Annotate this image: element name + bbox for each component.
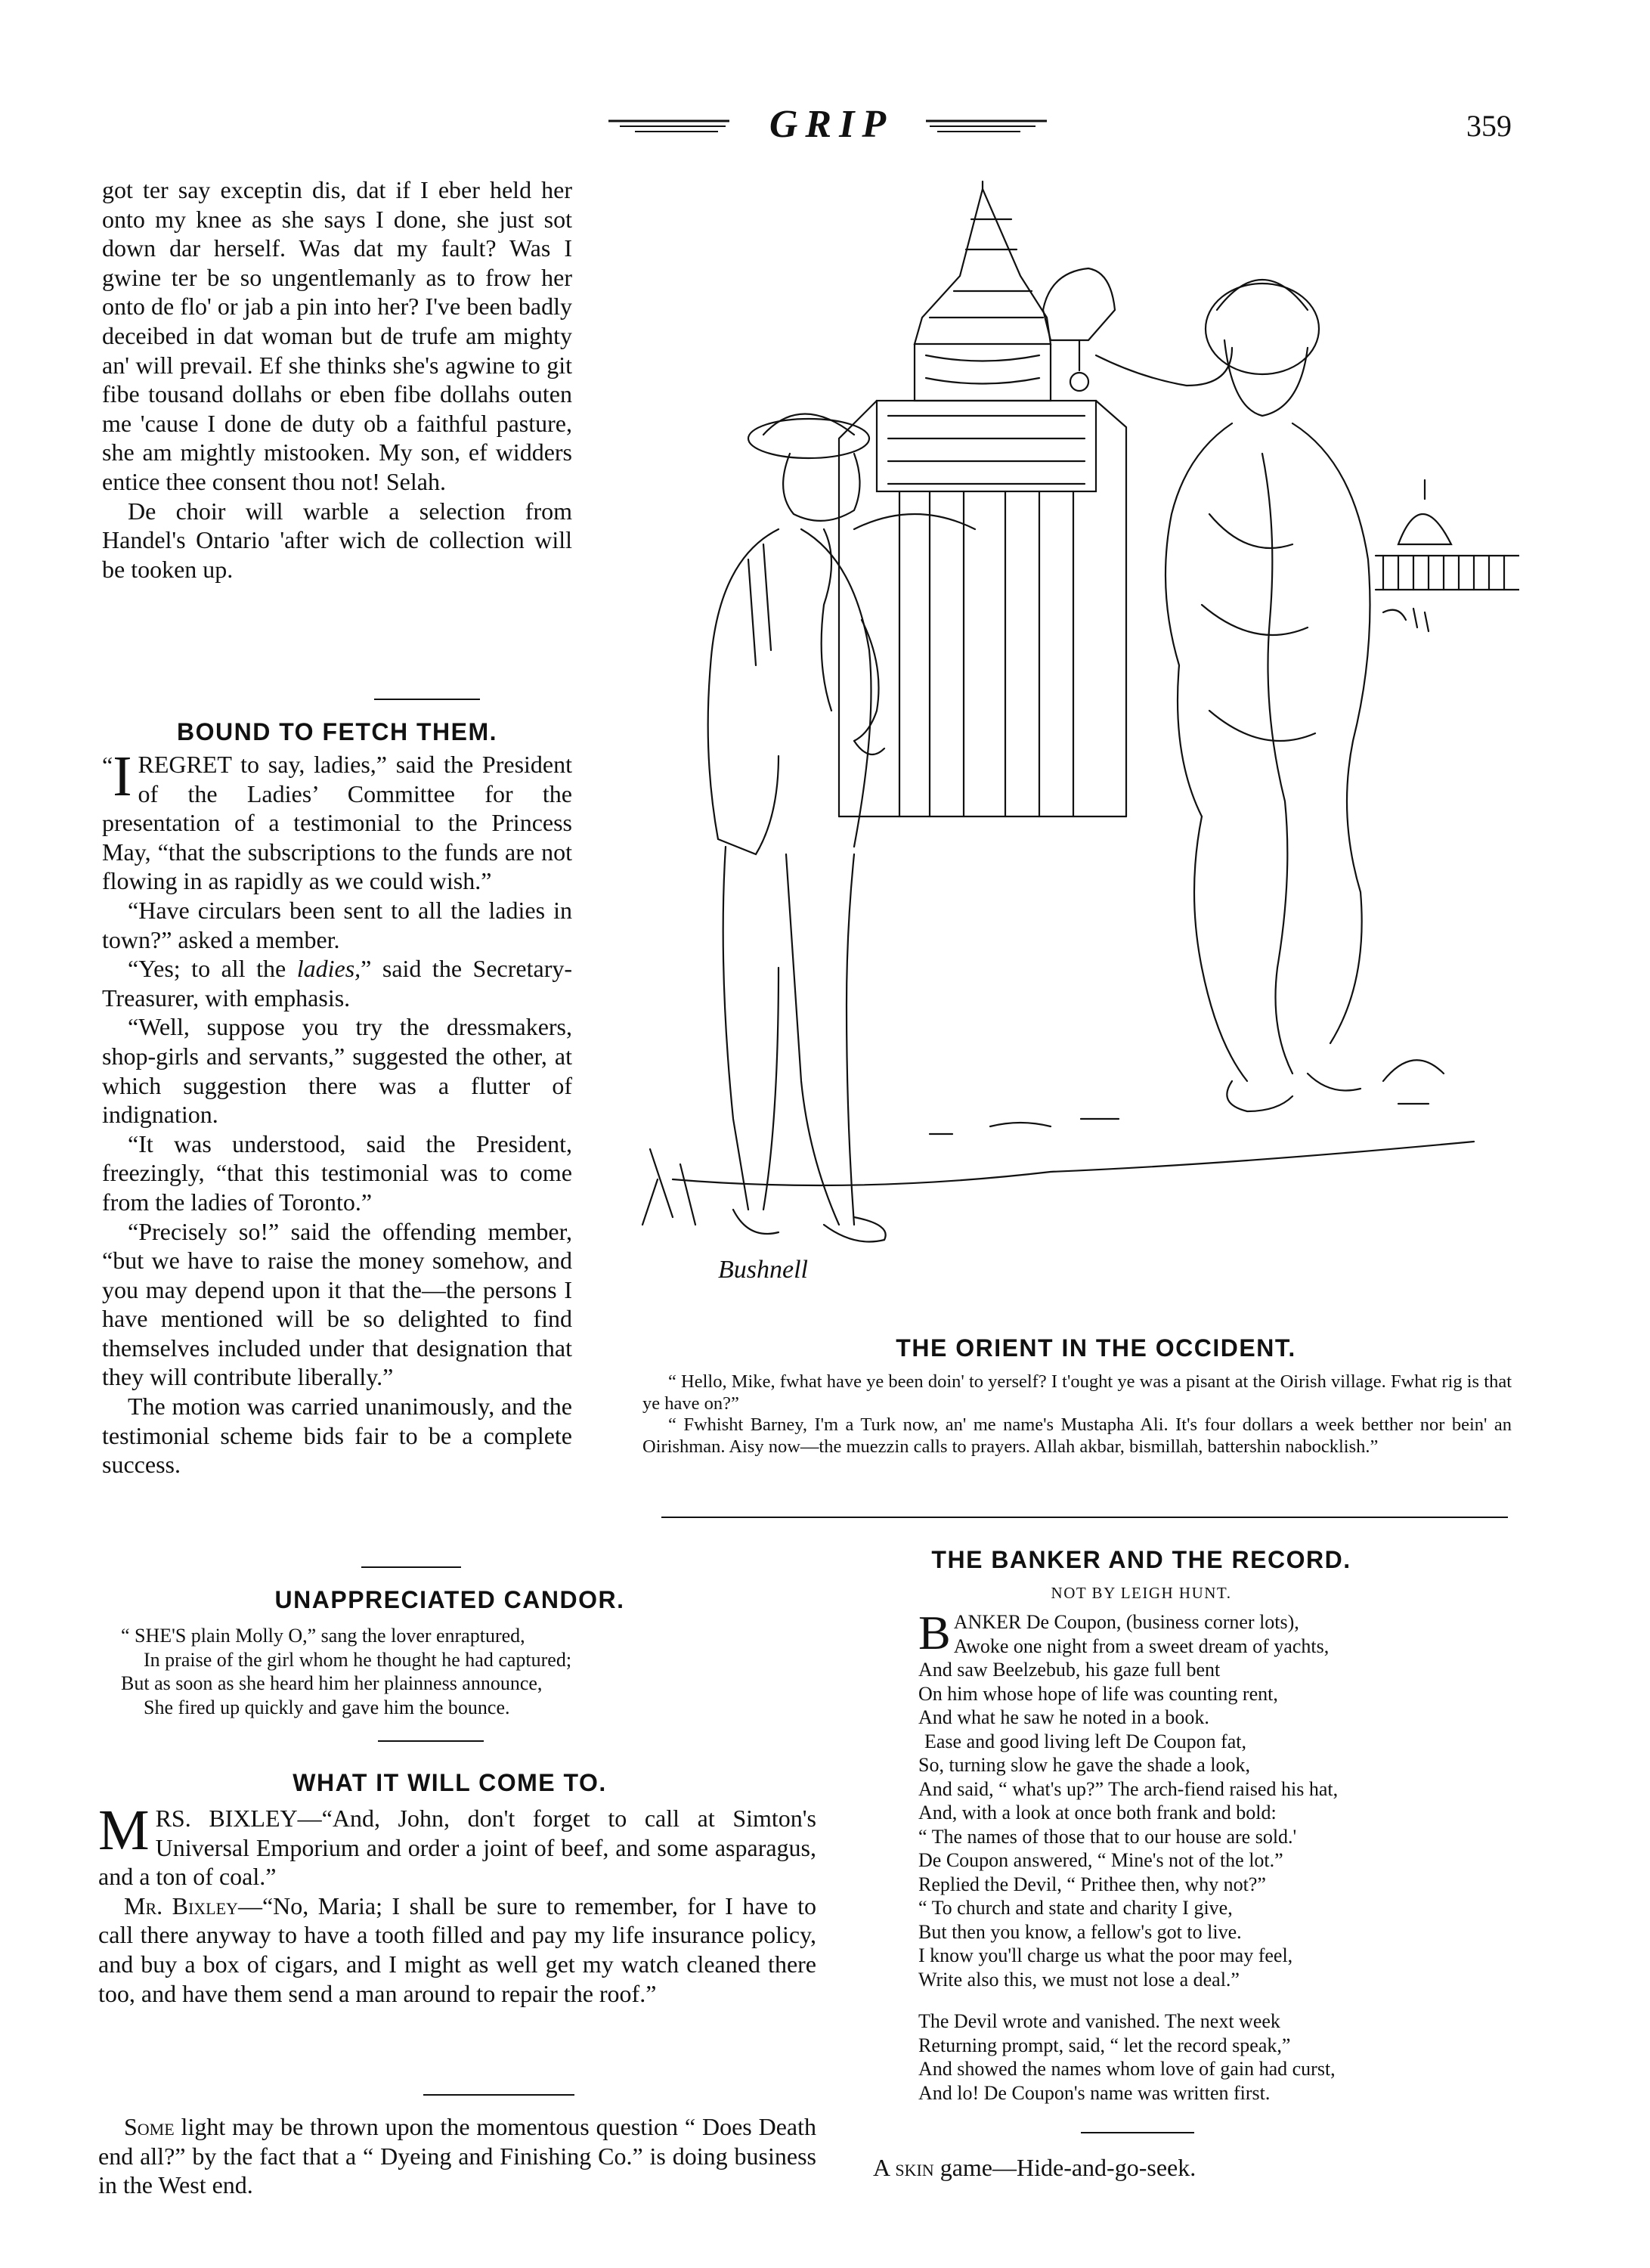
subheading-not-by-leigh-hunt: NOT BY LEIGH HUNT. [1051, 1584, 1232, 1602]
cartoon-illustration [627, 136, 1519, 1285]
divider [378, 1740, 484, 1742]
poem-line: Awoke one night from a sweet dream of yachts, [953, 1634, 1330, 1657]
divider [661, 1517, 1508, 1518]
poem-line: Replied the Devil, “ Prithee then, why not?” [918, 1873, 1266, 1895]
heading-banker-and-record: THE BANKER AND THE RECORD. [931, 1546, 1351, 1573]
paragraph: “Well, suppose you try the dressmakers, shop-girls and servants,” suggested the other, at which suggestion there was a flutter of indignation. [102, 1013, 572, 1129]
poem-line: And, with a look at once both frank and bold: [918, 1802, 1277, 1823]
choir-paragraph: De choir will warble a selection from Handel's Ontario 'after wich de collection will be tooken up. [102, 497, 572, 583]
poem-line: The Devil wrote and vanished. The next week [918, 2010, 1280, 2032]
poem-line: “ To church and state and charity I give, [918, 1897, 1233, 1919]
poem-line: But as soon as she heard him her plainness announce, [121, 1672, 543, 1694]
dropcap: I [113, 745, 132, 808]
joke-skin-game: A skin game—Hide-and-go-seek. [873, 2154, 1196, 2181]
poem-line: So, turning slow he gave the shade a look, [918, 1754, 1251, 1776]
poem-line: But then you know, a fellow's got to live. [918, 1920, 1242, 1943]
paragraph: “It was understood, said the President, freezingly, “that this testimonial was to come from the ladies of Toronto.” [102, 1129, 572, 1216]
poem-line: ANKER De Coupon, (business corner lots), [953, 1611, 1299, 1633]
divider [1081, 2132, 1194, 2133]
poem-line: Ease and good living left De Coupon fat, [924, 1730, 1247, 1752]
poem-banker-and-record [918, 1606, 1523, 2105]
poem-line: She fired up quickly and gave him the bounce. [144, 1696, 510, 1718]
paragraph: The motion was carried unanimously, and the testimonial scheme bids fair to be a complete success. [102, 1393, 572, 1479]
heading-orient-in-occident: THE ORIENT IN THE OCCIDENT. [896, 1334, 1296, 1362]
poem-line: “ The names of those that to our house are sold.' [918, 1825, 1297, 1848]
poem-line: And lo! De Coupon's name was written first. [918, 2081, 1271, 2104]
poem-line: I know you'll charge us what the poor may feel, [918, 1944, 1293, 1966]
paragraph: “Have circulars been sent to all the ladies in town?” asked a member. [102, 896, 572, 953]
masthead-ornament-right [922, 115, 1051, 138]
paragraph: “Yes; to all the ladies,” said the Secretary-Treasurer, with emphasis. [102, 955, 573, 1012]
paragraph: Mr. Bixley—“No, Maria; I shall be sure to remember, for I have to call there anyway to have a tooth filled and pay my life insurance policy, and buy a box of cigars, and I might as well get my watch cleaned there too, and have them send a man around to repair the roof.” [98, 1892, 817, 2007]
open-quote: “ [102, 751, 113, 779]
caption-paragraph: “ Hello, Mike, fwhat have ye been doin' to yerself? I t'ought ye was a pisant at the Oirish village. Fwhat rig is that ye have on?” [642, 1371, 1512, 1414]
masthead-ornament-left [605, 115, 733, 138]
heading-bound-to-fetch-them: BOUND TO FETCH THEM. [176, 718, 498, 745]
poem-line: On him whose hope of life was counting rent, [918, 1682, 1278, 1705]
divider [374, 699, 480, 700]
poem-line: And what he saw he noted in a book. [918, 1706, 1209, 1728]
dropcap: M [98, 1799, 150, 1862]
poem-line: “ SHE'S plain Molly O,” sang the lover enraptured, [121, 1625, 525, 1647]
poem-line: And saw Beelzebub, his gaze full bent [918, 1659, 1221, 1681]
poem-line: And said, “ what's up?” The arch-fiend raised his hat, [918, 1777, 1339, 1800]
poem-line: De Coupon answered, “ Mine's not of the lot.” [918, 1849, 1283, 1871]
paragraph: “Precisely so!” said the offending member, “but we have to raise the money somehow, and you may depend upon it that the—the persons I have mentioned will be so delighted to find themselves included under that designation that they will contribute liberally.” [102, 1217, 572, 1391]
paragraph-does-death-end-all: Some light may be thrown upon the momentous question “ Does Death end all?” by the fact that a “ Dyeing and Finishing Co.” is doing business in the West end. [98, 2113, 816, 2199]
page-number: 359 [1466, 109, 1512, 143]
poem-line: Returning prompt, said, “ let the record speak,” [918, 2034, 1291, 2056]
article-what-it-will-come-to [98, 1799, 817, 2008]
poem-line: In praise of the girl whom he thought he had captured; [144, 1648, 572, 1671]
paragraph: RS. BIXLEY—“And, John, don't forget to call at Simton's Universal Emporium and order a joint of beef, and some asparagus, and a ton of coal.” [98, 1805, 816, 1891]
heading-unappreciated-candor: UNAPPRECIATED CANDOR. [274, 1586, 625, 1613]
heading-what-it-will-come-to: WHAT IT WILL COME TO. [293, 1769, 607, 1796]
poem-unappreciated-candor [121, 1624, 786, 1719]
paragraph: REGRET to say, ladies,” said the President of the Ladies’ Committee for the presentation of a testimonial to the Princess May, “that the subscriptions to the funds are not flowing in as rapidly as we could wish.” [102, 751, 572, 895]
poem-line: And showed the names whom love of gain had curst, [918, 2058, 1336, 2080]
sermon-conclusion: got ter say exceptin dis, dat if I eber held her onto my knee as she says I done, she just sot down dar herself. Was dat my fault? Was I gwine ter be so ungentlemanly as to frow her onto de flo' or jab a pin into her? I've been badly deceibed in dat woman but de trufe am mighty an' will prevail. Ef she thinks she's agwine to git fibe tousand dollahs or eben fibe dollahs outen me 'cause I done de duty ob a faithful pasture, she am mightly mistooken. My son, ef widders entice thee consent thou not! Selah. [102, 176, 572, 495]
divider [423, 2094, 574, 2096]
divider [361, 1566, 461, 1568]
caption-orient-in-occident [642, 1371, 1512, 1458]
column-left-top [102, 175, 572, 584]
poem-line: Write also this, we must not lose a deal.” [918, 1968, 1240, 1991]
dropcap: B [918, 1606, 951, 1659]
artist-signature: Bushnell [718, 1256, 808, 1284]
article-bound-to-fetch-them [102, 745, 573, 1479]
caption-paragraph: “ Fwhisht Barney, I'm a Turk now, an' me name's Mustapha Ali. It's four dollars a week betther nor bein' an Oirishman. Aisy now—the muezzin calls to prayers. Allah akbar, bismillah, battershin nabocklish.” [642, 1414, 1512, 1457]
masthead-title: GRIP [769, 103, 894, 146]
